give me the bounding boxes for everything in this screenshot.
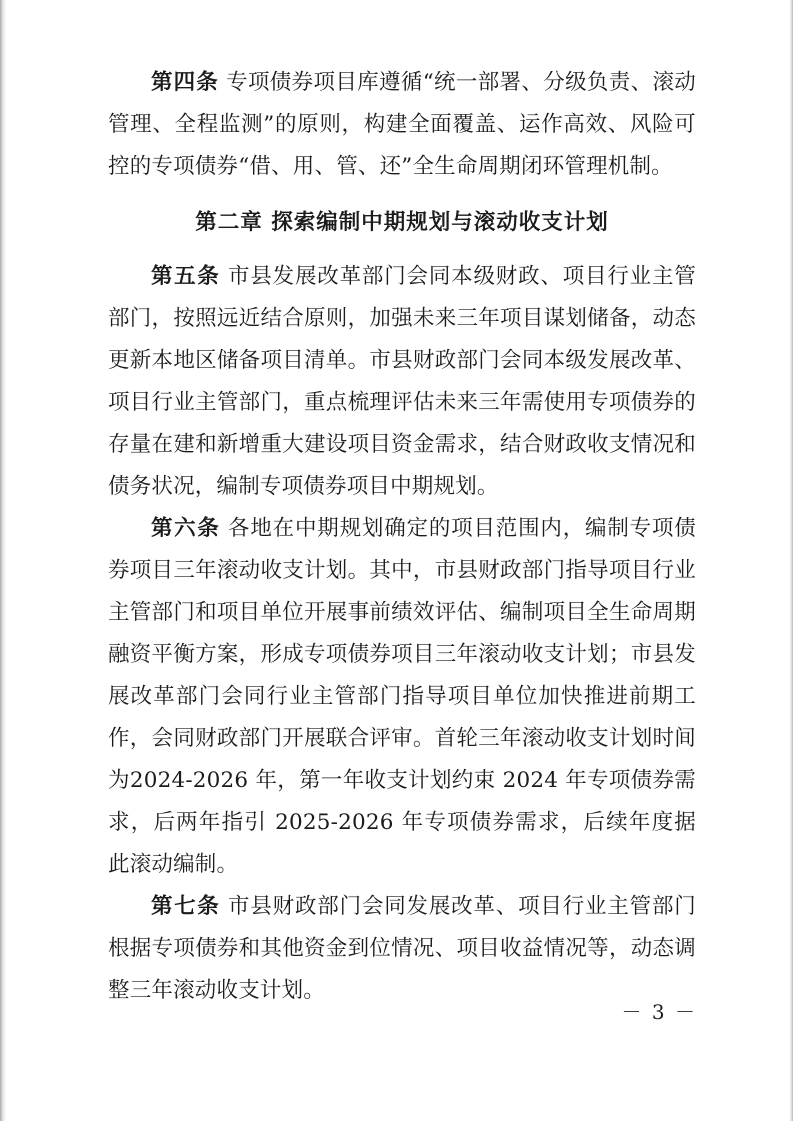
- article-text-7: 市县财政部门会同发展改革、项目行业主管部门根据专项债券和其他资金到位情况、项目收益情况等，动态调整三年滚动收支计划。: [108, 894, 696, 1003]
- paragraph-article-4: [108, 62, 696, 188]
- page-number: [0, 996, 697, 1025]
- page-number-value: － 3 －: [621, 1000, 697, 1024]
- article-text-6: 各地在中期规划确定的项目范围内，编制专项债券项目三年滚动收支计划。其中，市县财政部门指导项目行业主管部门和项目单位开展事前绩效评估、编制项目全生命周期融资平衡方案，形成专项债券项目三年滚动收支计划；市县发展改革部门会同行业主管部门指导项目单位加快推进前期工作，会同财政部门开展联合评审。首轮三年滚动收支计划时间为2024-2026 年，第一年收支计划约束 2024 年专项债券需求，后两年指引 2025-2026 年专项债券需求，后续年度据此滚动编制。: [108, 516, 696, 877]
- paragraph-article-6: [108, 508, 696, 886]
- paragraph-article-5: [108, 256, 696, 508]
- article-label-5: 第五条: [151, 264, 221, 289]
- article-label-6: 第六条: [151, 516, 221, 541]
- paragraph-article-7: [108, 886, 696, 1012]
- page-content: [108, 62, 696, 1012]
- article-label-7: 第七条: [151, 894, 221, 919]
- article-label-4: 第四条: [151, 70, 219, 95]
- article-text-4: 专项债券项目库遵循“统一部署、分级负责、滚动管理、全程监测”的原则，构建全面覆盖、运作高效、风险可控的专项债券“借、用、管、还”全生命周期闭环管理机制。: [108, 70, 696, 179]
- article-text-5: 市县发展改革部门会同本级财政、项目行业主管部门，按照远近结合原则，加强未来三年项目谋划储备，动态更新本地区储备项目清单。市县财政部门会同本级发展改革、项目行业主管部门，重点梳理评估未来三年需使用专项债券的存量在建和新增重大建设项目资金需求，结合财政收支情况和债务状况，编制专项债券项目中期规划。: [108, 264, 696, 499]
- chapter-heading-2: 第二章 探索编制中期规划与滚动收支计划: [195, 210, 609, 235]
